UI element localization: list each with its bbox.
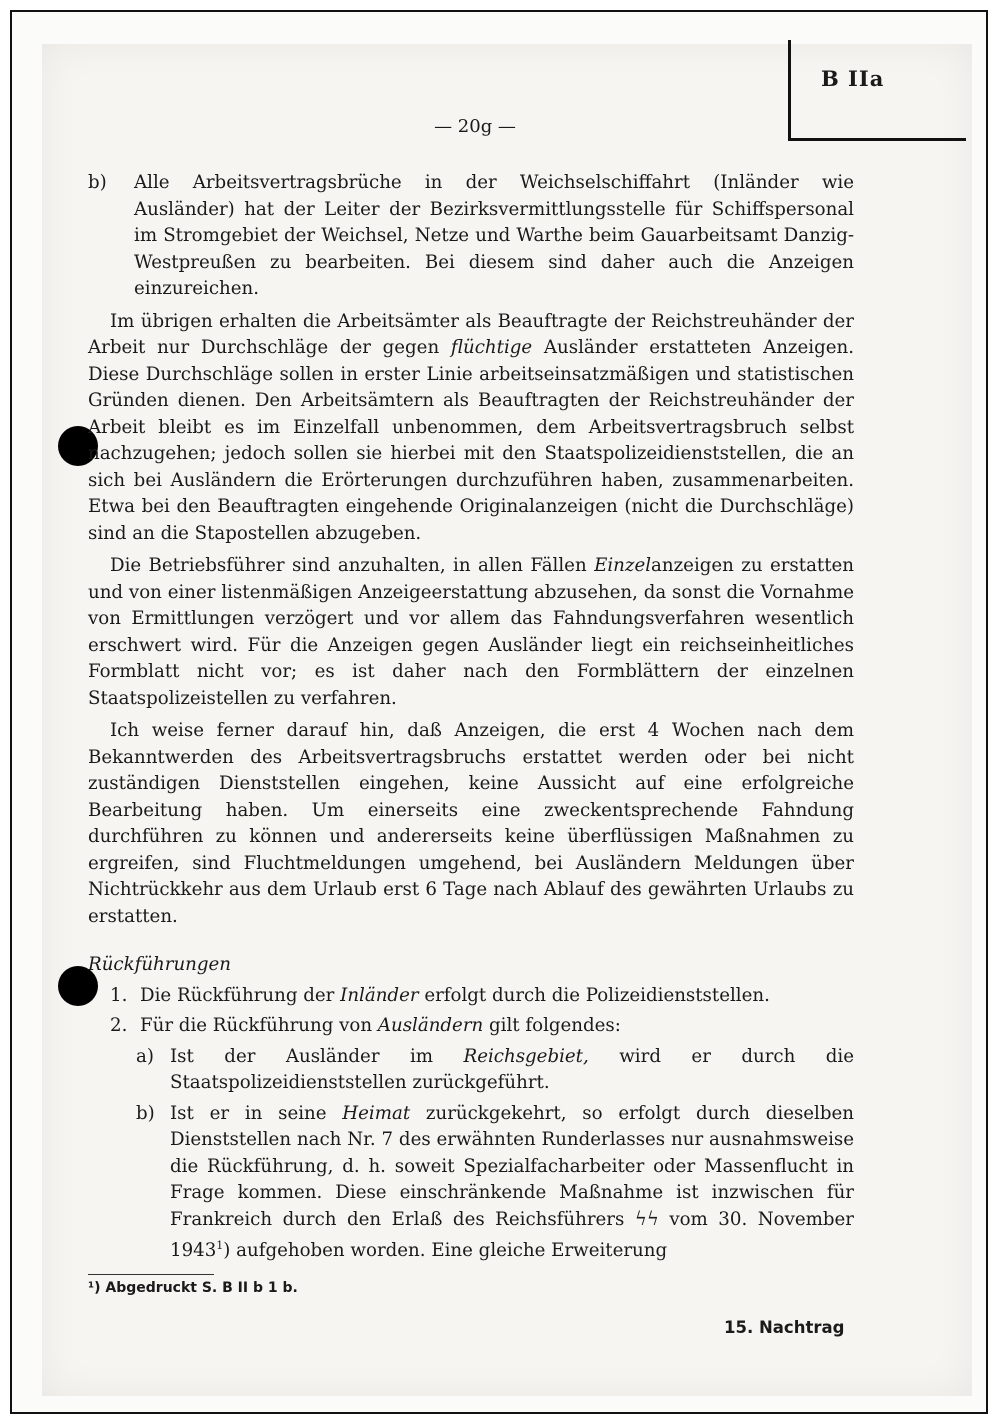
item-text: Alle Arbeitsvertragsbrüche in der Weichselschiffahrt (Inländer wie Ausländer) hat der Leiter der Bezirksvermittlungsstelle für Schiffspersonal im Stromgebiet der Weichsel, Netze und Warthe beim Gauarbeitsamt Danzig-Westpreußen zu bearbeiten. Bei diesem sind daher auch die Anzeigen einzureichen. — [134, 172, 854, 299]
supplement-label: 15. Nachtrag — [724, 1318, 845, 1337]
item-text: Für die Rückführung von Ausländern gilt folgendes: — [140, 1015, 621, 1036]
emphasis: flüchtige — [450, 337, 533, 358]
item-label: b) — [136, 1102, 155, 1124]
list-item-2 — [88, 1013, 854, 1040]
list-item-1 — [88, 983, 854, 1010]
item-text: Ist er in seine Heimat zurückgekehrt, so erfolgt durch dieselben Dienststellen nach Nr. 7 des erwähnten Runderlasses nur ausnahmsweise die Rückführung, d. h. soweit Spezialfacharbeiter oder Massenflucht in Frage kommen. Diese einschränkende Maßnahme ist inzwischen für Frankreich durch den Erlaß des Reichsführers ϟϟ vom 30. November 1943$^1$) aufgehoben worden. Eine gleiche Erweiterung — [170, 1102, 854, 1262]
item-label: 2. — [110, 1015, 128, 1036]
item-label: a) — [136, 1045, 154, 1067]
paragraph-einzelanzeigen: Die Betriebsführer sind anzuhalten, in allen Fällen Einzelanzeigen zu erstatten und von einer listenmäßigen Anzeigeerstattung abzusehen, da sonst die Vornahme von Ermittlungen verzögert und vor allem das Fahndungsverfahren wesentlich erschwert wird. Für die Anzeigen gegen Ausländer liegt ein reichseinheitliches Formblatt nicht vor; es ist daher nach den Formblättern der einzelnen Staatspolizeistellen zu verfahren. — [88, 555, 855, 709]
item-label: b) — [88, 172, 107, 193]
ss-rune-symbol: ϟϟ — [634, 1208, 659, 1230]
paragraph-fluchtmeldungen: Ich weise ferner darauf hin, daß Anzeigen, die erst 4 Wochen nach dem Bekanntwerden des Arbeitsvertragsbruchs erstattet werden oder bei nicht zuständigen Dienststellen eingehen, keine Aussicht auf eine erfolgreiche Bearbeitung haben. Um einerseits eine zweckentsprechende Fahndung durchführen zu können und andererseits keine überflüssigen Maßnahmen zu ergreifen, sind Fluchtmeldungen umgehend, bei Ausländern Meldungen über Nichtrückkehr aus dem Urlaub erst 6 Tage nach Ablauf des gewährten Urlaubs zu erstatten. — [88, 720, 854, 927]
list-item-2b — [88, 1101, 854, 1265]
footnote-marker: 1 — [216, 1239, 224, 1252]
item-text: Ist der Ausländer im Reichsgebiet, wird er durch die Staatspolizeidienststellen zurückgeführt. — [170, 1045, 854, 1093]
item-text: Die Rückführung der Inländer erfolgt durch die Polizeidienststellen. — [140, 984, 770, 1006]
footnote: ¹) Abgedruckt S. B II b 1 b. — [88, 1280, 298, 1296]
section-tab-label: B IIa — [821, 66, 885, 91]
list-item-b — [88, 170, 854, 303]
footnote-divider — [88, 1274, 214, 1275]
document-body — [88, 170, 854, 1265]
paragraph-durchschlaege: Im übrigen erhalten die Arbeitsämter als Beauftragte der Reichstreuhänder der Arbeit nur Durchschläge der gegen flüchtige Ausländer erstatteten Anzeigen. Diese Durchschläge sollen in erster Linie arbeitseinsatzmäßigen und statistischen Gründen dienen. Den Arbeitsämtern als Beauftragten der Reichstreuhänder der Arbeit bleibt es im Einzelfall unbenommen, dem Arbeitsvertragsbruch selbst nachzugehen; jedoch sollen sie hierbei mit den Staatspolizeidienststellen, die an sich bei Ausländern die Erörterungen durchzuführen haben, zusammenarbeiten. Etwa bei den Beauftragten eingehende Originalanzeigen (nicht die Durchschläge) sind an die Stapostellen abzugeben. — [88, 310, 854, 544]
list-item-2a — [88, 1044, 854, 1097]
emphasis: Einzel — [594, 555, 652, 576]
section-heading: Rückführungen — [88, 954, 232, 975]
item-label: 1. — [110, 984, 128, 1006]
page-number: — 20g — — [434, 116, 516, 137]
